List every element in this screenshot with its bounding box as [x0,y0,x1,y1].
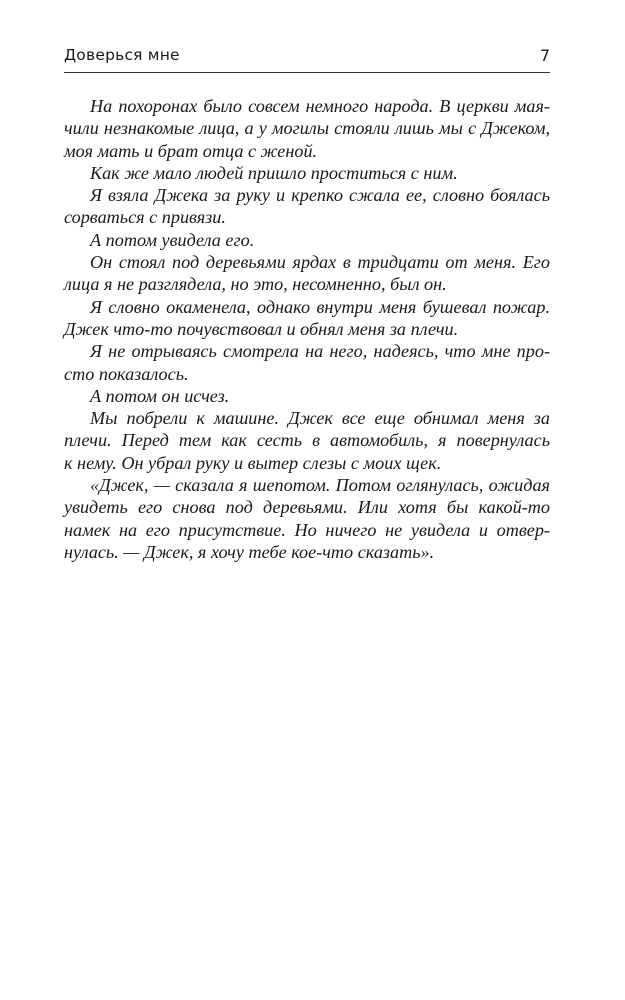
text-line: сорваться с привязи. [64,207,226,228]
text-line: моя мать и брат отца с женой. [64,140,318,161]
text-line: Я не отрываясь смотрела на него, надеясь, что мне про- [90,341,550,362]
text-line: А потом он исчез. [90,385,230,406]
text-line: нулась. — Джек, я хочу тебе кое-что сказать». [64,541,435,562]
text-line: лица я не разглядела, но это, несомненно, был он. [64,274,447,295]
text-line: Мы побрели к машине. Джек все еще обнимал меня за [90,408,550,429]
body-text [64,95,550,563]
text-line: чили незнакомые лица, а у могилы стояли лишь мы с Джеком, [64,118,550,139]
text-line: А потом увидела его. [90,229,255,250]
text-line: Я взяла Джека за руку и крепко сжала ее, словно боялась [90,185,550,206]
text-line: намек на его присутствие. Но ничего не увидела и отвер- [64,519,550,540]
text-line: плечи. Перед тем как сесть в автомобиль, я повернулась [64,430,550,451]
text-line: Как же мало людей пришло проститься с ним. [90,162,458,183]
text-line: сто показалось. [64,363,189,384]
text-line: На похоронах было совсем немного народа. В церкви мая- [90,96,550,116]
header-divider [64,72,550,73]
running-header [64,46,550,70]
running-title: Доверься мне [64,46,180,64]
text-line: «Джек, — сказала я шепотом. Потом оглянулась, ожидая [90,475,550,496]
text-line: Джек что-то почувствовал и обнял меня за плечи. [64,318,459,339]
text-line: к нему. Он убрал руку и вытер слезы с моих щек. [64,452,442,473]
page-number: 7 [539,46,550,65]
text-line: увидеть его снова под деревьями. Или хотя бы какой-то [64,497,550,518]
text-line: Он стоял под деревьями ярдах в тридцати от меня. Его [90,252,550,273]
text-line: Я словно окаменела, однако внутри меня бушевал пожар. [90,296,550,317]
